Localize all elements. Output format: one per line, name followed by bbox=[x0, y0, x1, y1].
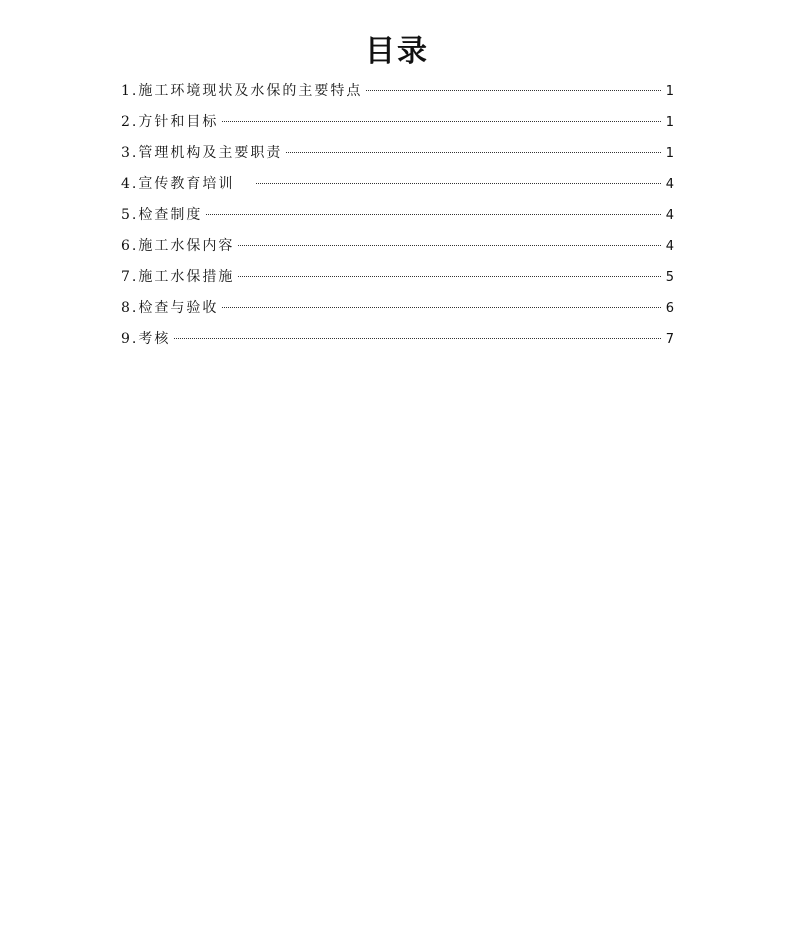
toc-entry-7[interactable] bbox=[121, 264, 674, 295]
toc-entry-title: 施工水保措施 bbox=[138, 269, 235, 285]
toc-entry-number: 2. bbox=[121, 114, 139, 130]
toc-page-number: 6 bbox=[665, 301, 674, 316]
toc-title: 目录 bbox=[365, 34, 429, 69]
toc-dot-leader bbox=[366, 90, 661, 91]
toc-entry-3[interactable] bbox=[121, 140, 674, 171]
toc-dot-leader bbox=[174, 338, 661, 339]
toc-page-number: 1 bbox=[665, 84, 674, 99]
toc-entry-title: 检查与验收 bbox=[138, 300, 219, 316]
toc-list bbox=[121, 78, 674, 357]
toc-entry-number: 1. bbox=[121, 83, 139, 99]
toc-entry-number: 7. bbox=[121, 269, 139, 285]
toc-dot-leader bbox=[238, 276, 661, 277]
toc-page-number: 7 bbox=[665, 332, 674, 347]
toc-entry-8[interactable] bbox=[121, 295, 674, 326]
toc-page-number: 4 bbox=[665, 177, 674, 192]
toc-dot-leader bbox=[256, 183, 661, 184]
toc-entry-6[interactable] bbox=[121, 233, 674, 264]
toc-dot-leader bbox=[238, 245, 661, 246]
toc-entry-1[interactable] bbox=[121, 78, 674, 109]
toc-entry-2[interactable] bbox=[121, 109, 674, 140]
toc-page-number: 5 bbox=[665, 270, 674, 285]
toc-entry-title: 管理机构及主要职责 bbox=[138, 145, 283, 161]
toc-entry-4[interactable] bbox=[121, 171, 674, 202]
toc-entry-5[interactable] bbox=[121, 202, 674, 233]
toc-entry-9[interactable] bbox=[121, 326, 674, 357]
toc-entry-title: 施工环境现状及水保的主要特点 bbox=[138, 83, 363, 99]
toc-page-number: 4 bbox=[665, 239, 674, 254]
toc-entry-title: 考核 bbox=[138, 331, 171, 347]
toc-entry-number: 9. bbox=[121, 331, 139, 347]
toc-dot-leader bbox=[222, 307, 661, 308]
toc-page-number: 4 bbox=[665, 208, 674, 223]
toc-entry-title: 方针和目标 bbox=[138, 114, 219, 130]
toc-entry-number: 5. bbox=[121, 207, 139, 223]
toc-entry-number: 3. bbox=[121, 145, 139, 161]
toc-dot-leader bbox=[222, 121, 661, 122]
toc-dot-leader bbox=[206, 214, 661, 215]
toc-entry-title: 检查制度 bbox=[138, 207, 203, 223]
toc-page-number: 1 bbox=[665, 146, 674, 161]
toc-dot-leader bbox=[286, 152, 661, 153]
toc-entry-number: 4. bbox=[121, 176, 139, 192]
toc-entry-title: 宣传教育培训 bbox=[138, 176, 235, 192]
toc-entry-title: 施工水保内容 bbox=[138, 238, 235, 254]
toc-entry-number: 6. bbox=[121, 238, 139, 254]
toc-page-number: 1 bbox=[665, 115, 674, 130]
toc-entry-number: 8. bbox=[121, 300, 139, 316]
